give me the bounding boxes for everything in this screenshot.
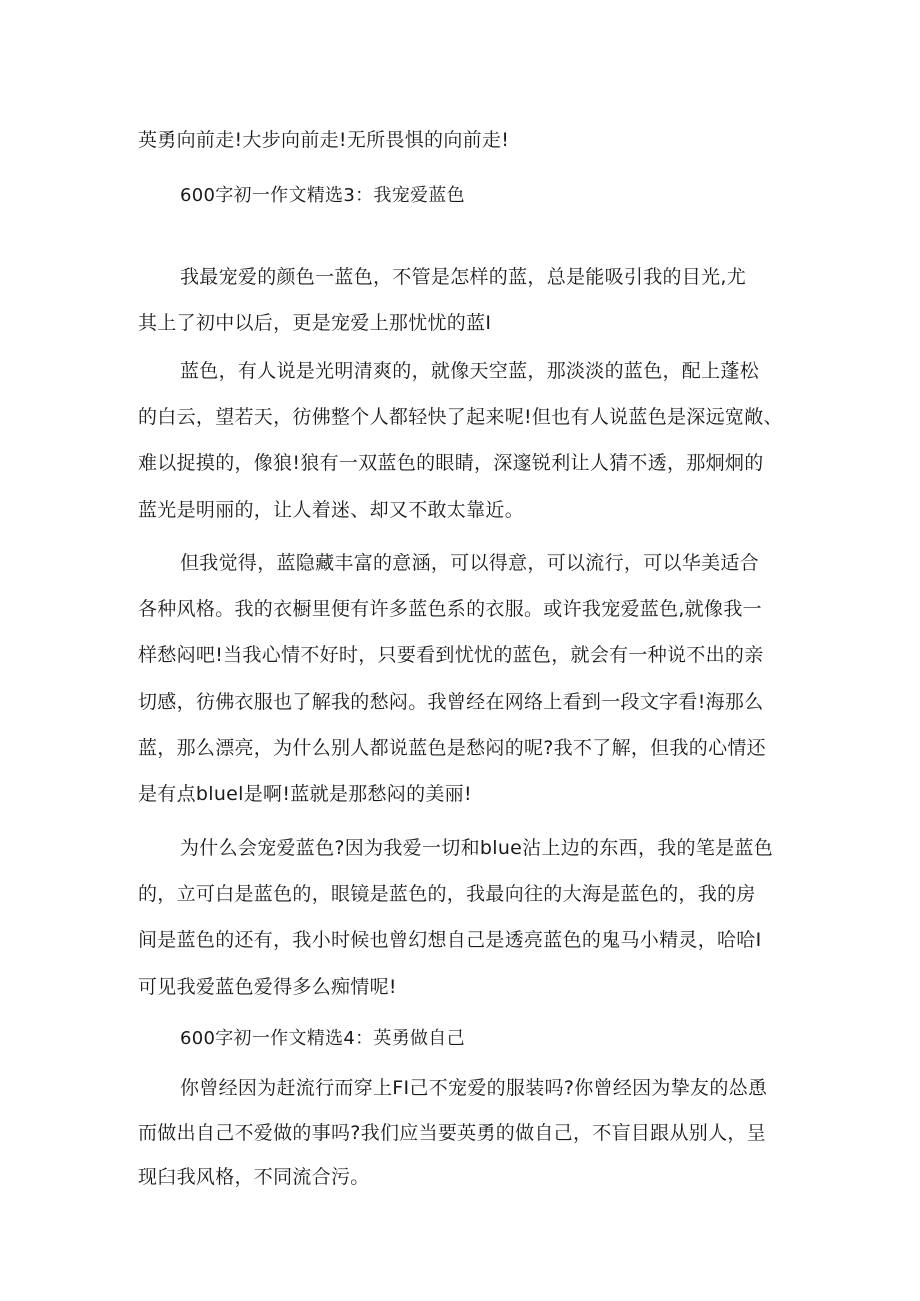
text-line: 其上了初中以后，更是宠爱上那忧忧的蓝I bbox=[138, 312, 492, 334]
section-heading: 600字初一作文精选3：我宠爱蓝色 bbox=[180, 185, 465, 206]
text-line: 英勇向前走!大步向前走!无所畏惧的向前走! bbox=[138, 129, 510, 151]
text-line: 蓝，那么漂亮，为什么别人都说蓝色是愁闷的呢?我不了解，但我的心情还 bbox=[138, 737, 766, 759]
text-line: 蓝色，有人说是光明清爽的，就像天空蓝，那淡淡的蓝色，配上蓬松 bbox=[180, 360, 760, 382]
text-line: 是有点bluel是啊!蓝就是那愁闷的美丽! bbox=[138, 783, 472, 805]
text-line: 难以捉摸的，像狼!狼有一双蓝色的眼睛，深邃锐利让人猜不透，那炯炯的 bbox=[138, 452, 764, 474]
text-line: 切感，彷佛衣服也了解我的愁闷。我曾经在网络上看到一段文字看!海那么 bbox=[138, 691, 764, 713]
text-line: 蓝光是明丽的，让人着迷、却又不敢太靠近。 bbox=[138, 499, 525, 521]
text-line: 的白云，望若天，彷佛整个人都轻快了起来呢!但也有人说蓝色是深远宽敞、 bbox=[138, 406, 783, 428]
text-line: 为什么会宠爱蓝色?因为我爱一切和blue沾上边的东西，我的笔是蓝色 bbox=[180, 837, 774, 859]
text-line: 现臼我风格，不同流合污。 bbox=[138, 1166, 370, 1188]
section-heading: 600字初一作文精选4：英勇做自己 bbox=[180, 1028, 465, 1049]
text-line: 间是蓝色的还有，我小时候也曾幻想自己是透亮蓝色的鬼马小精灵，哈哈I bbox=[138, 929, 762, 951]
text-line: 的，立可白是蓝色的，眼镜是蓝色的，我最向往的大海是蓝色的，我的房 bbox=[138, 883, 756, 905]
text-line: 你曾经因为赶流行而穿上FI己不宠爱的服装吗?你曾经因为挚友的怂恿 bbox=[180, 1077, 768, 1099]
text-line: 样愁闷吧!当我心情不好时，只要看到忧忧的蓝色，就会有一种说不出的亲 bbox=[138, 644, 764, 666]
text-line: 各种风格。我的衣橱里便有许多蓝色系的衣服。或许我宠爱蓝色,就像我一 bbox=[138, 598, 762, 620]
text-line: 可见我爱蓝色爱得多么痴情呢! bbox=[138, 976, 397, 998]
text-line: 但我觉得，蓝隐藏丰富的意涵，可以得意，可以流行，可以华美适合 bbox=[180, 552, 760, 574]
text-line: 而做出自己不爱做的事吗?我们应当要英勇的做自己，不盲目跟从别人，呈 bbox=[138, 1122, 766, 1144]
text-line: 我最宠爱的颜色一蓝色，不管是怎样的蓝，总是能吸引我的目光,尤 bbox=[180, 266, 747, 288]
